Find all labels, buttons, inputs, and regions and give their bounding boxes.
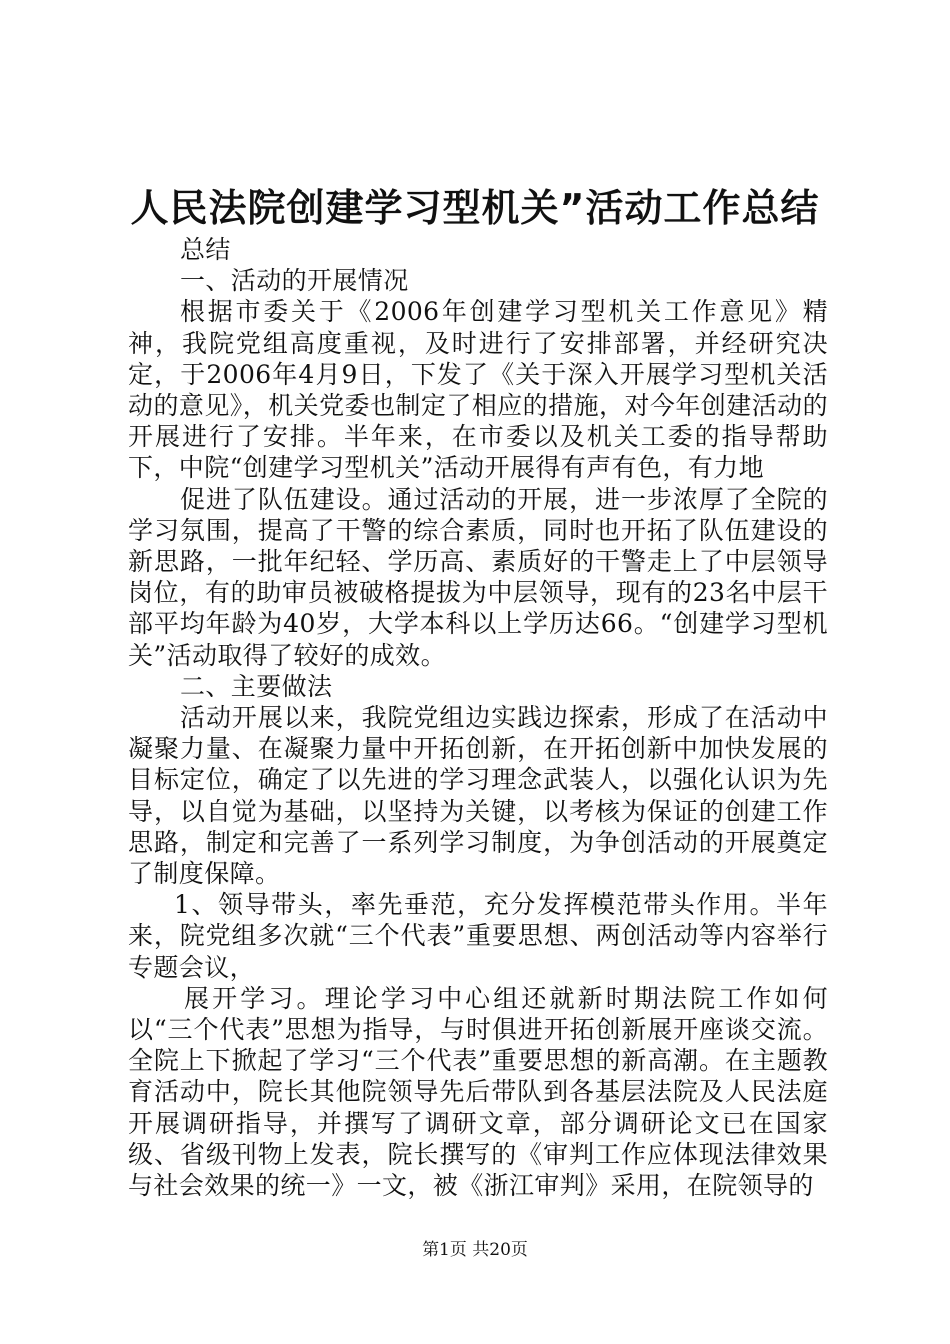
paragraph: 促进了队伍建设。通过活动的开展，进一步浓厚了全院的学习氛围，提高了干警的综合素质，同时也开拓了队伍建设的新思路，一批年纪轻、学历高、素质好的干警走上了中层领导岗位，有的助审员被破格提拔为中层领导，现有的23名中层干部平均年龄为40岁，大学本科以上学历达66。“创建学习型机关”活动取得了较好的成效。 <box>128 484 828 670</box>
paragraph: 根据市委关于《2006年创建学习型机关工作意见》精神，我院党组高度重视，及时进行了安排部署，并经研究决定，于2006年4月9日，下发了《关于深入开展学习型机关活动的意见》，机关党委也制定了相应的措施，对今年创建活动的开展进行了安排。半年来，在市委以及机关工委的指导帮助下，中院“创建学习型机关”活动开展得有声有色，有力地 <box>128 297 828 483</box>
page-number-footer: 第1页 共20页 <box>422 1240 528 1260</box>
section-heading-1: 一、活动的开展情况 <box>180 266 409 296</box>
document-body <box>128 234 828 1201</box>
section-heading-2: 二、主要做法 <box>180 671 333 701</box>
paragraph-summary: 总结 <box>180 235 231 264</box>
paragraph: 1、领导带头，率先垂范，充分发挥模范带头作用。半年来，院党组多次就“三个代表”重要思想、两创活动等内容举行专题会议， <box>128 890 828 982</box>
paragraph: 展开学习。理论学习中心组还就新时期法院工作如何以“三个代表”思想为指导，与时俱进开拓创新展开座谈交流。全院上下掀起了学习“三个代表”重要思想的新高潮。在主题教育活动中，院长其他院领导先后带队到各基层法院及人民法庭开展调研指导，并撰写了调研文章，部分调研论文已在国家级、省级刊物上发表，院长撰写的《审判工作应体现法律效果与社会效果的统一》一文，被《浙江审判》采用，在院领导的 <box>128 983 828 1201</box>
document-title: 人民法院创建学习型机关”活动工作总结 <box>130 186 820 230</box>
paragraph: 活动开展以来，我院党组边实践边探索，形成了在活动中凝聚力量、在凝聚力量中开拓创新，在开拓创新中加快发展的目标定位，确定了以先进的学习理念武装人，以强化认识为先导，以自觉为基础，以坚持为关键，以考核为保证的创建工作思路，制定和完善了一系列学习制度，为争创活动的开展奠定了制度保障。 <box>128 703 828 889</box>
